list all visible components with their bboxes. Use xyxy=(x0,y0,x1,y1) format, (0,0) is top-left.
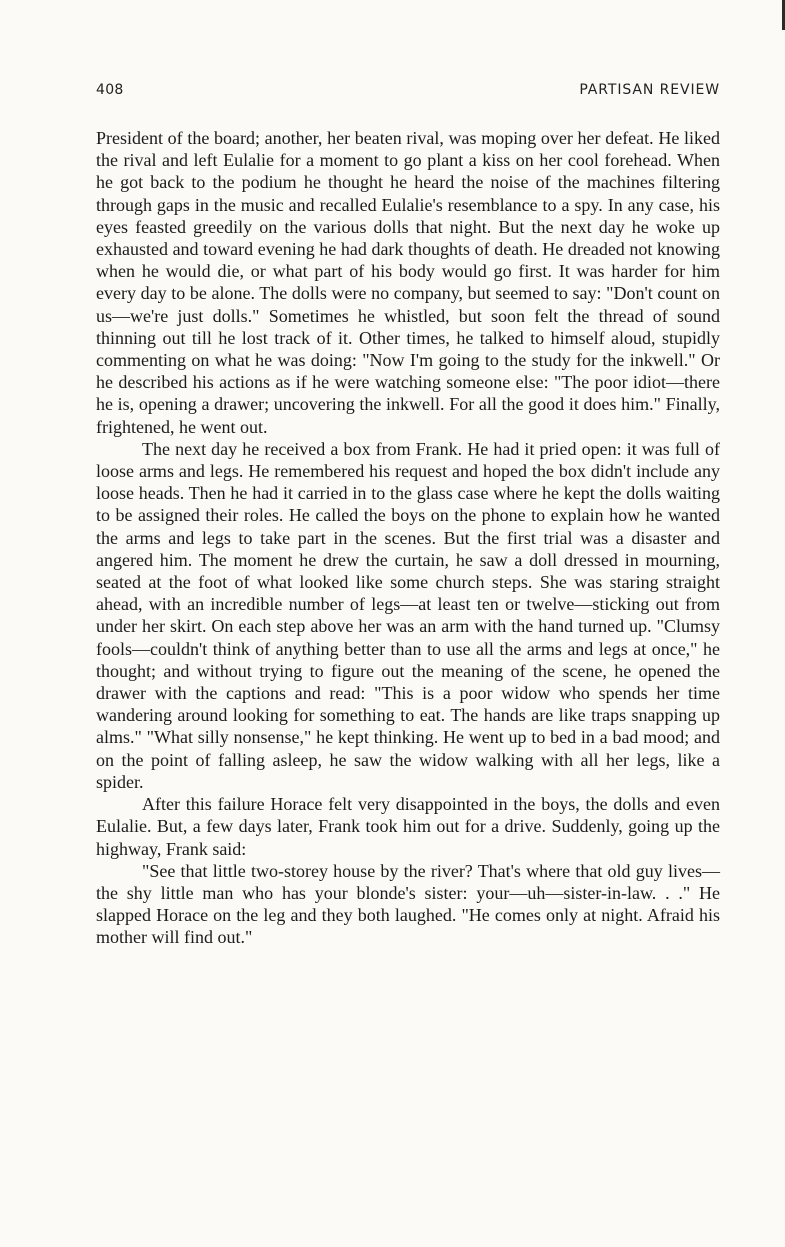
paragraph-3: After this failure Horace felt very disappointed in the boys, the dolls and even Eulalie. But, a few days later, Frank took him out for a drive. Suddenly, going up the highway, Frank said: xyxy=(96,794,720,859)
article-body xyxy=(96,127,720,949)
page-number: 408 xyxy=(96,82,124,98)
paragraph-2: The next day he received a box from Frank. He had it pried open: it was full of loose arms and legs. He remembered his request and hoped the box didn't include any loose heads. Then he had it carried in to the glass case where he kept the dolls waiting to be assigned their roles. He called the boys on the phone to explain how he wanted the arms and legs to take part in the scenes. But the first trial was a disaster and angered him. The moment he drew the curtain, he saw a doll dressed in mourning, seated at the foot of what looked like some church steps. She was staring straight ahead, with an incredible number of legs—at least ten or twelve—sticking out from under her skirt. On each step above her was an arm with the hand turned up. "Clumsy fools—couldn't think of anything better than to use all the arms and legs at once," he thought; and without trying to figure out the meaning of the scene, he opened the drawer with the captions and read: "This is a poor widow who spends her time wandering around looking for something to eat. The hands are like traps snapping up alms." "What silly nonsense," he kept thinking. He went up to bed in a bad mood; and on the point of falling asleep, he saw the widow walking with all her legs, like a spider. xyxy=(96,438,720,792)
paragraph-4: "See that little two-storey house by the river? That's where that old guy lives—the shy little man who has your blonde's sister: your—uh—sister-in-law. . ." He slapped Horace on the leg and they both laughed. "He comes only at night. Afraid his mother will find out." xyxy=(96,860,720,948)
running-head: PARTISAN REVIEW xyxy=(579,82,720,98)
paragraph-1: President of the board; another, her beaten rival, was moping over her defeat. He liked the rival and left Eulalie for a moment to go plant a kiss on her cool forehead. When he got back to the podium he thought he heard the noise of the machines filtering through gaps in the music and recalled Eulalie's resemblance to a spy. In any case, his eyes feasted greedily on the various dolls that night. But the next day he woke up exhausted and toward evening he had dark thoughts of death. He dreaded not knowing when he would die, or what part of his body would go first. It was harder for him every day to be alone. The dolls were no company, but seemed to say: "Don't count on us—we're just dolls." Sometimes he whistled, but soon felt the thread of sound thinning out till he lost track of it. Other times, he talked to himself aloud, stupidly commenting on what he was doing: "Now I'm going to the study for the inkwell." Or he described his actions as if he were watching someone else: "The poor idiot—there he is, opening a drawer; uncovering the inkwell. For all the good it does him." Finally, frightened, he went out. xyxy=(96,128,720,437)
page-header xyxy=(96,82,720,102)
